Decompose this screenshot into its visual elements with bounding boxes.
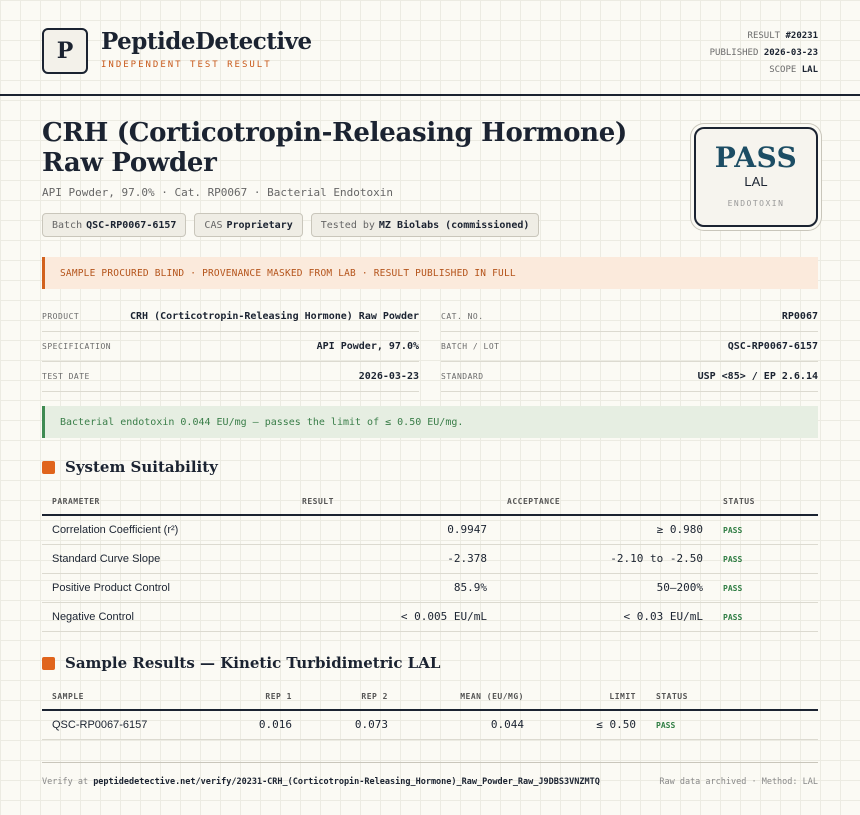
detail-label: BATCH / LOT xyxy=(441,342,500,351)
brand-tagline: INDEPENDENT TEST RESULT xyxy=(101,60,272,70)
blind-sample-banner: SAMPLE PROCURED BLIND · PROVENANCE MASKED FROM LAB · RESULT PUBLISHED IN FULL xyxy=(42,257,818,289)
table-row xyxy=(42,573,818,602)
published-label: PUBLISHED xyxy=(709,48,759,58)
result-label: RESULT xyxy=(747,31,781,41)
column-header: STATUS xyxy=(646,684,818,710)
info-chips xyxy=(42,213,539,237)
table-row xyxy=(42,515,818,544)
column-header: PARAMETER xyxy=(42,489,292,515)
sample-mean: 0.044 xyxy=(398,710,534,739)
param-name: Standard Curve Slope xyxy=(42,544,292,573)
published-date: 2026-03-23 xyxy=(763,48,818,58)
detail-value: RP0067 xyxy=(781,311,818,322)
column-header: STATUS xyxy=(713,489,818,515)
chip-label: Tested by xyxy=(320,219,375,231)
table-row xyxy=(42,602,818,631)
sample-rep2: 0.073 xyxy=(302,710,398,739)
status-badge: PASS xyxy=(656,721,676,731)
column-header: REP 2 xyxy=(302,684,398,710)
chip-label: Batch xyxy=(52,219,83,231)
report-footer xyxy=(42,762,818,787)
pass-status: PASS xyxy=(714,141,798,174)
section-marker-icon xyxy=(42,657,55,670)
column-header: MEAN (EU/MG) xyxy=(398,684,534,710)
report-meta xyxy=(710,28,818,79)
detail-label: PRODUCT xyxy=(42,312,80,321)
logo-icon: P xyxy=(42,28,88,74)
detail-standard xyxy=(441,362,818,392)
page-subtitle: API Powder, 97.0% · Cat. RP0067 · Bacterial Endotoxin xyxy=(42,186,393,199)
detail-label: TEST DATE xyxy=(42,372,90,381)
detail-catno xyxy=(441,302,818,332)
tested-by-chip xyxy=(311,213,540,237)
param-acceptance: ≥ 0.980 xyxy=(497,515,713,544)
batch-chip xyxy=(42,213,186,237)
detail-spec xyxy=(42,332,419,362)
suitability-table xyxy=(42,489,818,632)
pass-stamp xyxy=(694,127,818,227)
detail-value: 2026-03-23 xyxy=(358,371,419,382)
chip-value: Proprietary xyxy=(226,219,293,231)
verify-prefix: Verify at xyxy=(42,777,89,787)
param-name: Correlation Coefficient (r²) xyxy=(42,515,292,544)
param-result: < 0.005 EU/mL xyxy=(292,602,497,631)
sample-id: QSC-RP0067-6157 xyxy=(42,710,212,739)
table-row xyxy=(42,710,818,739)
table-header-row xyxy=(42,684,818,710)
table-header-row xyxy=(42,489,818,515)
brand-name: PeptideDetective xyxy=(101,28,312,55)
footer-note: Raw data archived · Method: LAL xyxy=(659,777,818,787)
detail-label: SPECIFICATION xyxy=(42,342,112,351)
suitability-heading xyxy=(42,458,218,476)
column-header: REP 1 xyxy=(212,684,302,710)
param-result: -2.378 xyxy=(292,544,497,573)
param-result: 85.9% xyxy=(292,573,497,602)
scope-value: LAL xyxy=(801,65,818,75)
section-marker-icon xyxy=(42,461,55,474)
scope-label: SCOPE xyxy=(769,65,797,75)
status-badge: PASS xyxy=(723,613,743,622)
param-acceptance: 50–200% xyxy=(497,573,713,602)
cas-chip xyxy=(194,213,302,237)
detail-label: STANDARD xyxy=(441,372,484,381)
param-name: Negative Control xyxy=(42,602,292,631)
column-header: ACCEPTANCE xyxy=(497,489,713,515)
pass-method: LAL xyxy=(744,174,768,189)
samples-table xyxy=(42,684,818,740)
samples-heading xyxy=(42,654,440,672)
sample-limit: ≤ 0.50 xyxy=(534,710,646,739)
column-header: RESULT xyxy=(292,489,497,515)
detail-date xyxy=(42,362,419,392)
section-title: Sample Results — Kinetic Turbidimetric LAL xyxy=(65,654,441,672)
detail-value: USP <85> / EP 2.6.14 xyxy=(697,371,818,382)
result-summary: Bacterial endotoxin 0.044 EU/mg — passes the limit of ≤ 0.50 EU/mg. xyxy=(42,406,818,438)
section-title: System Suitability xyxy=(65,458,218,476)
detail-label: CAT. NO. xyxy=(441,312,484,321)
table-row xyxy=(42,544,818,573)
param-acceptance: -2.10 to -2.50 xyxy=(497,544,713,573)
sample-rep1: 0.016 xyxy=(212,710,302,739)
status-badge: PASS xyxy=(723,584,743,593)
detail-product xyxy=(42,302,419,332)
param-acceptance: < 0.03 EU/mL xyxy=(497,602,713,631)
chip-label: CAS xyxy=(204,219,223,231)
page-title: CRH (Corticotropin-Releasing Hormone) Raw Powder xyxy=(42,118,627,178)
pass-category: ENDOTOXIN xyxy=(727,199,785,208)
param-result: 0.9947 xyxy=(292,515,497,544)
chip-value: QSC-RP0067-6157 xyxy=(86,219,177,231)
verify-line xyxy=(42,777,600,787)
detail-value: QSC-RP0067-6157 xyxy=(727,341,818,352)
chip-value: MZ Biolabs (commissioned) xyxy=(378,219,530,231)
status-badge: PASS xyxy=(723,526,743,536)
param-name: Positive Product Control xyxy=(42,573,292,602)
column-header: LIMIT xyxy=(534,684,646,710)
verify-link[interactable]: peptidedetective.net/verify/20231-CRH_(Corticotropin-Releasing_Hormone)_Raw_Powder_Raw_J9DBS3VNZMTQ xyxy=(93,777,600,787)
detail-value: CRH (Corticotropin-Releasing Hormone) Raw Powder xyxy=(130,311,419,322)
result-number: #20231 xyxy=(785,31,818,41)
column-header: SAMPLE xyxy=(42,684,212,710)
status-badge: PASS xyxy=(723,555,743,564)
report-header xyxy=(0,0,860,96)
detail-value: API Powder, 97.0% xyxy=(316,341,419,352)
detail-batch xyxy=(441,332,818,362)
